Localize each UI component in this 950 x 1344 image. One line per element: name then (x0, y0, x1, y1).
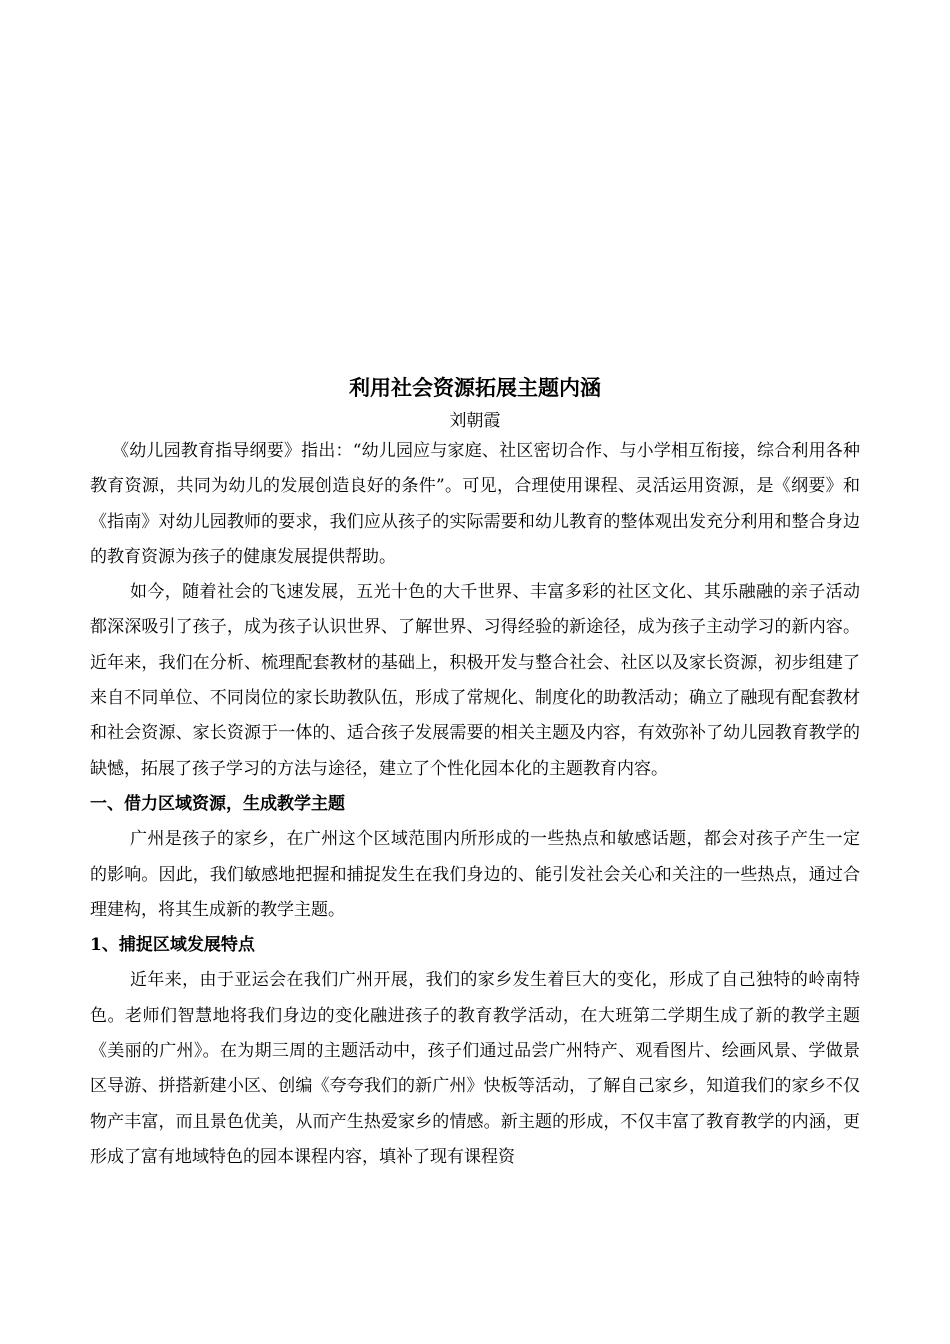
document-author: 刘朝霞 (449, 411, 501, 431)
paragraph-section-intro: 广州是孩子的家乡，在广州这个区域范围内所形成的一些热点和敏感话题，都会对孩子产生一定的影响。因此，我们敏感地把握和捕捉发生在我们身边的、能引发社会关心和关注的一些热点，通过合理建构，将其生成新的教学主题。 (90, 829, 860, 920)
paragraph-background: 如今，随着社会的飞速发展，五光十色的大千世界、丰富多彩的社区文化、其乐融融的亲子活动都深深吸引了孩子，成为孩子认识世界、了解世界、习得经验的新途径，成为孩子主动学习的新内容。近年来，我们在分析、梳理配套教材的基础上，积极开发与整合社会、社区以及家长资源，初步组建了来自不同单位、不同岗位的家长助教队伍，形成了常规化、制度化的助教活动；确立了融现有配套教材和社会资源、家长资源于一体的、适合孩子发展需要的相关主题及内容，有效弥补了幼儿园教育教学的缺憾，拓展了孩子学习的方法与途径，建立了个性化园本化的主题教育内容。 (90, 582, 860, 779)
subsection-heading: 1、捕捉区域发展特点 (90, 935, 255, 956)
document-body (90, 368, 860, 1175)
document-title: 利用社会资源拓展主题内涵 (349, 376, 601, 400)
section-heading: 一、借力区域资源，生成教学主题 (90, 793, 345, 814)
paragraph-intro: 《幼儿园教育指导纲要》指出：“幼儿园应与家庭、社区密切合作、与小学相互衔接，综合利用各种教育资源，共同为幼儿的发展创造良好的条件”。可见，合理使用课程、灵活运用资源，是《纲要》和《指南》对幼儿园教师的要求，我们应从孩子的实际需要和幼儿教育的整体观出发充分利用和整合身边的教育资源为孩子的健康发展提供帮助。 (90, 441, 860, 567)
paragraph-subsection: 近年来，由于亚运会在我们广州开展，我们的家乡发生着巨大的变化，形成了自己独特的岭南特色。老师们智慧地将我们身边的变化融进孩子的教育教学活动，在大班第二学期生成了新的教学主题《美丽的广州》。在为期三周的主题活动中，孩子们通过品尝广州特产、观看图片、绘画风景、学做景区导游、拼搭新建小区、创编《夸夸我们的新广州》快板等活动，了解自己家乡，知道我们的家乡不仅物产丰富，而且景色优美，从而产生热爱家乡的情感。新主题的形成，不仅丰富了教育教学的内涵，更形成了富有地域特色的园本课程内容，填补了现有课程资 (90, 970, 860, 1167)
